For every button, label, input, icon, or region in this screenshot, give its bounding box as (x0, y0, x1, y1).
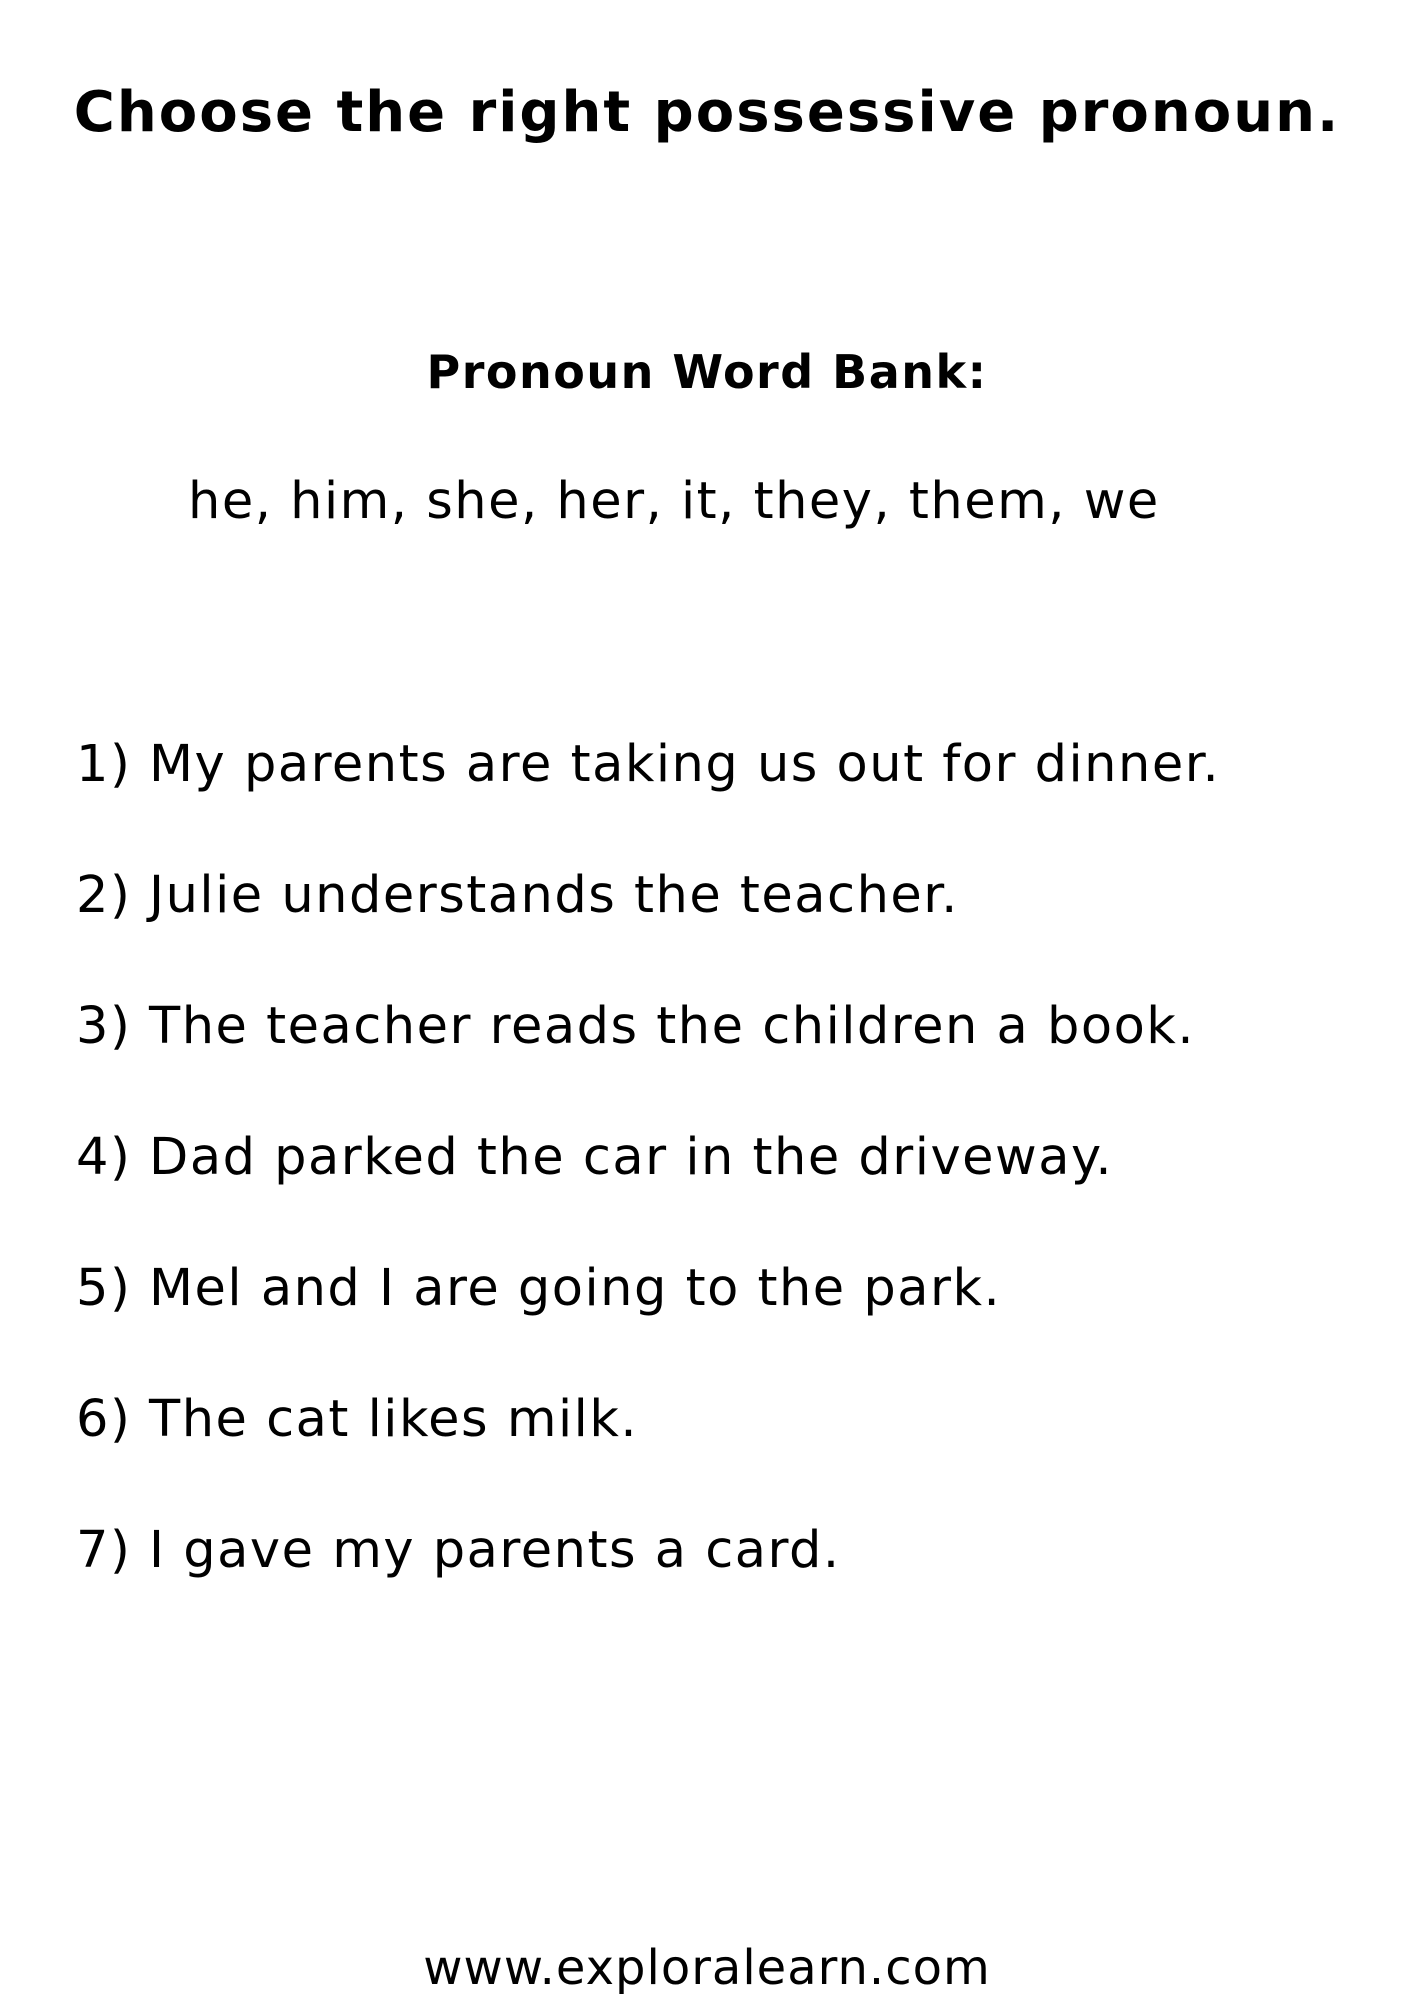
question-item: 7) I gave my parents a card. (76, 1521, 841, 1580)
worksheet-title: Choose the right possessive pronoun. (73, 80, 1341, 145)
website-footer: www.exploralearn.com (423, 1940, 991, 1996)
question-item: 6) The cat likes milk. (76, 1390, 639, 1449)
question-item: 3) The teacher reads the children a book. (76, 997, 1196, 1056)
word-bank-words: he, him, she, her, it, they, them, we (188, 472, 1160, 531)
word-bank-heading: Pronoun Word Bank: (426, 345, 988, 399)
question-item: 5) Mel and I are going to the park. (76, 1259, 1002, 1318)
question-list (76, 735, 1220, 1652)
question-item: 2) Julie understands the teacher. (76, 866, 959, 925)
question-item: 1) My parents are taking us out for dinner. (76, 735, 1221, 794)
question-item: 4) Dad parked the car in the driveway. (76, 1128, 1114, 1187)
